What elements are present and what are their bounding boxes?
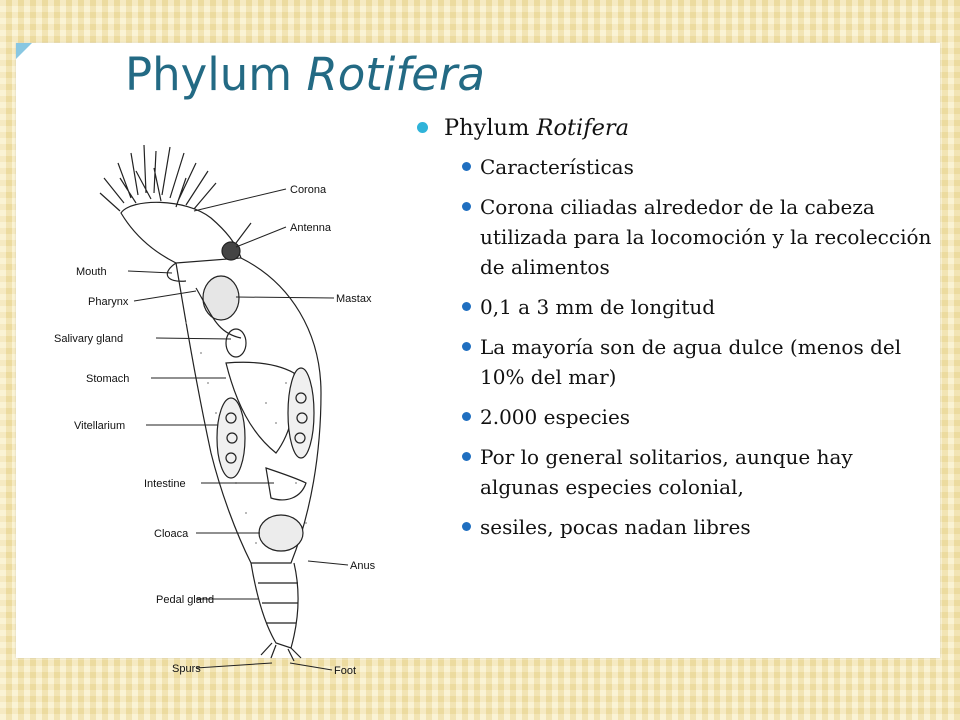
label-corona: Corona (290, 184, 327, 196)
bullet-dot-icon (462, 162, 471, 171)
label-cloaca: Cloaca (154, 528, 189, 540)
bullet-dot-icon (417, 122, 428, 133)
intestine-outline (266, 468, 306, 500)
label-mastax: Mastax (336, 293, 372, 305)
corner-accent (16, 43, 32, 59)
bullet-heading: Phylum Rotifera (406, 113, 936, 143)
label-stomach: Stomach (86, 373, 130, 385)
bullet-item: Características (406, 152, 936, 182)
bullet-dot-icon (462, 342, 471, 351)
label-vitellarium: Vitellarium (74, 420, 126, 432)
bullet-list (406, 113, 936, 552)
label-mouth: Mouth (76, 266, 107, 278)
label-intestine: Intestine (144, 478, 186, 490)
bullet-dot-icon (462, 452, 471, 461)
bullet-item: sesiles, pocas nadan libres (406, 512, 936, 542)
cloaca-outline (259, 515, 303, 551)
mastax-outline (203, 276, 239, 320)
slide (16, 43, 940, 677)
bullet-dot-icon (462, 522, 471, 531)
label-anus: Anus (350, 560, 376, 572)
bullet-dot-icon (462, 202, 471, 211)
bullet-dot-icon (462, 302, 471, 311)
antenna-base (222, 242, 240, 260)
label-pharynx: Pharynx (88, 296, 129, 308)
label-pedal-gland: Pedal gland (156, 594, 215, 606)
bullet-item: La mayoría son de agua dulce (menos del 10% del mar) (406, 332, 936, 392)
vitellarium-outline (217, 398, 245, 478)
label-spurs: Spurs (172, 663, 201, 675)
bullet-dot-icon (462, 412, 471, 421)
label-antenna: Antenna (290, 222, 331, 234)
label-foot: Foot (334, 665, 357, 677)
bullet-item: 2.000 especies (406, 402, 936, 432)
bullet-item: Corona ciliadas alrededor de la cabeza utilizada para la locomoción y la recolección de alimentos (406, 192, 936, 282)
label-salivary-gland: Salivary gland (54, 333, 124, 345)
spurs-outline (261, 643, 301, 661)
bullet-item: Por lo general solitarios, aunque hay algunas especies colonial, (406, 442, 936, 502)
rotifer-anatomy-diagram (36, 123, 376, 677)
slide-title: Phylum Rotifera (125, 48, 486, 101)
foot-outline (251, 563, 298, 648)
bullet-item: 0,1 a 3 mm de longitud (406, 292, 936, 322)
corona-cilia (100, 145, 216, 211)
